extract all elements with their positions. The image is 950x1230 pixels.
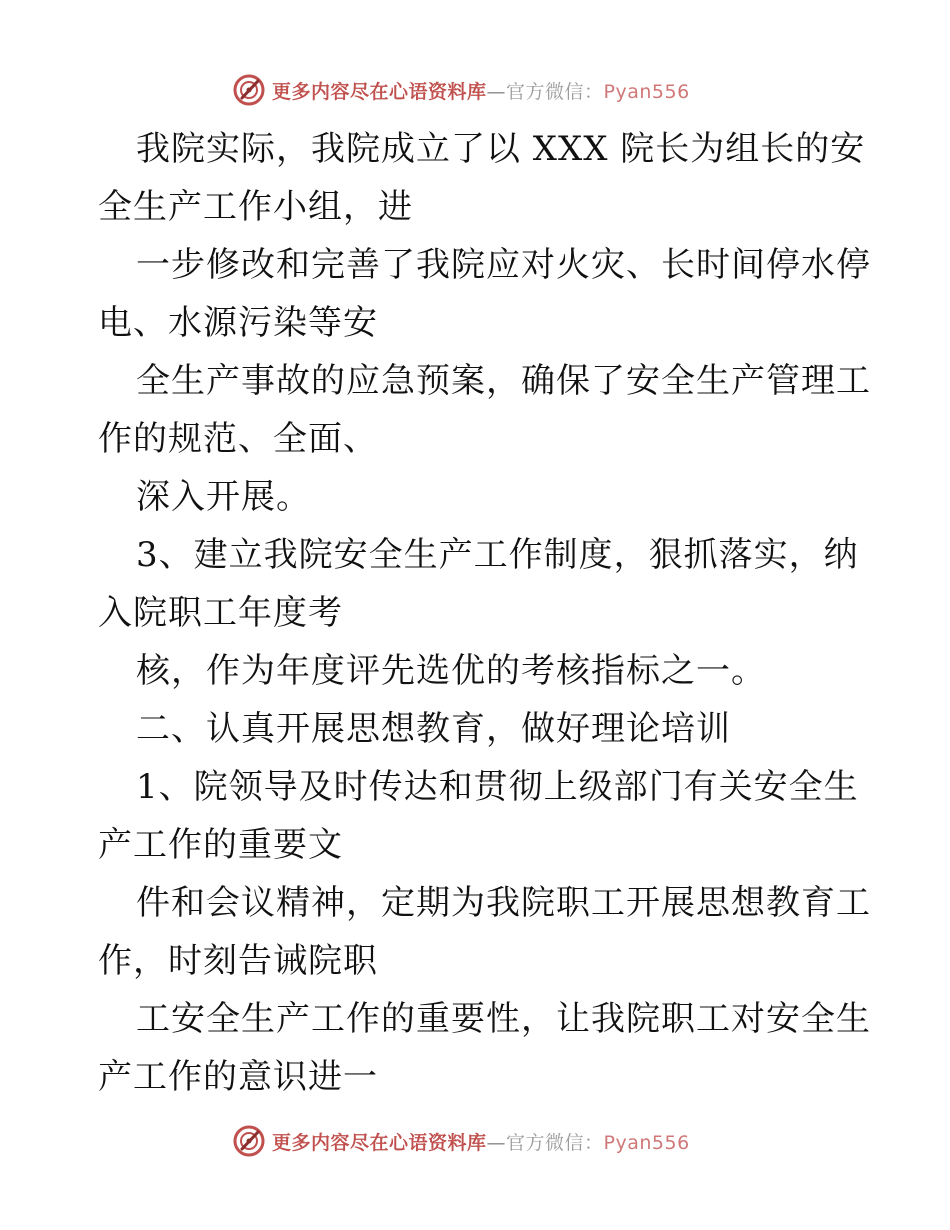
- watermark-separator: —: [486, 80, 507, 103]
- watermark-brand: 更多内容尽在心语资料库: [272, 1131, 487, 1154]
- body-line: 产工作的重要文: [98, 825, 343, 865]
- watermark-text: [272, 77, 690, 104]
- logo-icon: [232, 73, 266, 107]
- body-line: 产工作的意识进一: [98, 1057, 378, 1097]
- header-watermark: [232, 70, 690, 110]
- body-line: 件和会议精神，定期为我院职工开展思想教育工: [136, 883, 871, 923]
- watermark-brand: 更多内容尽在心语资料库: [272, 80, 487, 103]
- document-body: [98, 120, 871, 1106]
- body-line: 我院实际，我院成立了以 XXX 院长为组长的安: [136, 129, 866, 169]
- section-heading: 二、认真开展思想教育，做好理论培训: [136, 709, 731, 749]
- watermark-wechat-label: 官方微信：: [506, 1131, 604, 1154]
- body-line: 核，作为年度评先选优的考核指标之一。: [136, 651, 766, 691]
- logo-icon: [232, 1124, 266, 1158]
- watermark-wechat-label: 官方微信：: [506, 80, 604, 103]
- body-line: 1、院领导及时传达和贯彻上级部门有关安全生: [136, 767, 859, 807]
- body-line: 电、水源污染等安: [98, 303, 378, 343]
- watermark-wechat-id: Pyan556: [603, 80, 690, 103]
- body-line: 作，时刻告诫院职: [98, 941, 378, 981]
- watermark-wechat-id: Pyan556: [603, 1131, 690, 1154]
- body-line: 全生产工作小组，进: [98, 187, 413, 227]
- watermark-separator: —: [486, 1131, 507, 1154]
- body-line: 工安全生产工作的重要性，让我院职工对安全生: [136, 999, 871, 1039]
- body-line: 一步修改和完善了我院应对火灾、长时间停水停: [136, 245, 871, 285]
- watermark-text: [272, 1128, 690, 1155]
- body-line: 深入开展。: [136, 477, 311, 517]
- footer-watermark: [232, 1121, 690, 1161]
- body-line: 入院职工年度考: [98, 593, 343, 633]
- body-line: 全生产事故的应急预案，确保了安全生产管理工: [136, 361, 871, 401]
- body-line: 3、建立我院安全生产工作制度，狠抓落实，纳: [136, 535, 859, 575]
- body-line: 作的规范、全面、: [98, 419, 378, 459]
